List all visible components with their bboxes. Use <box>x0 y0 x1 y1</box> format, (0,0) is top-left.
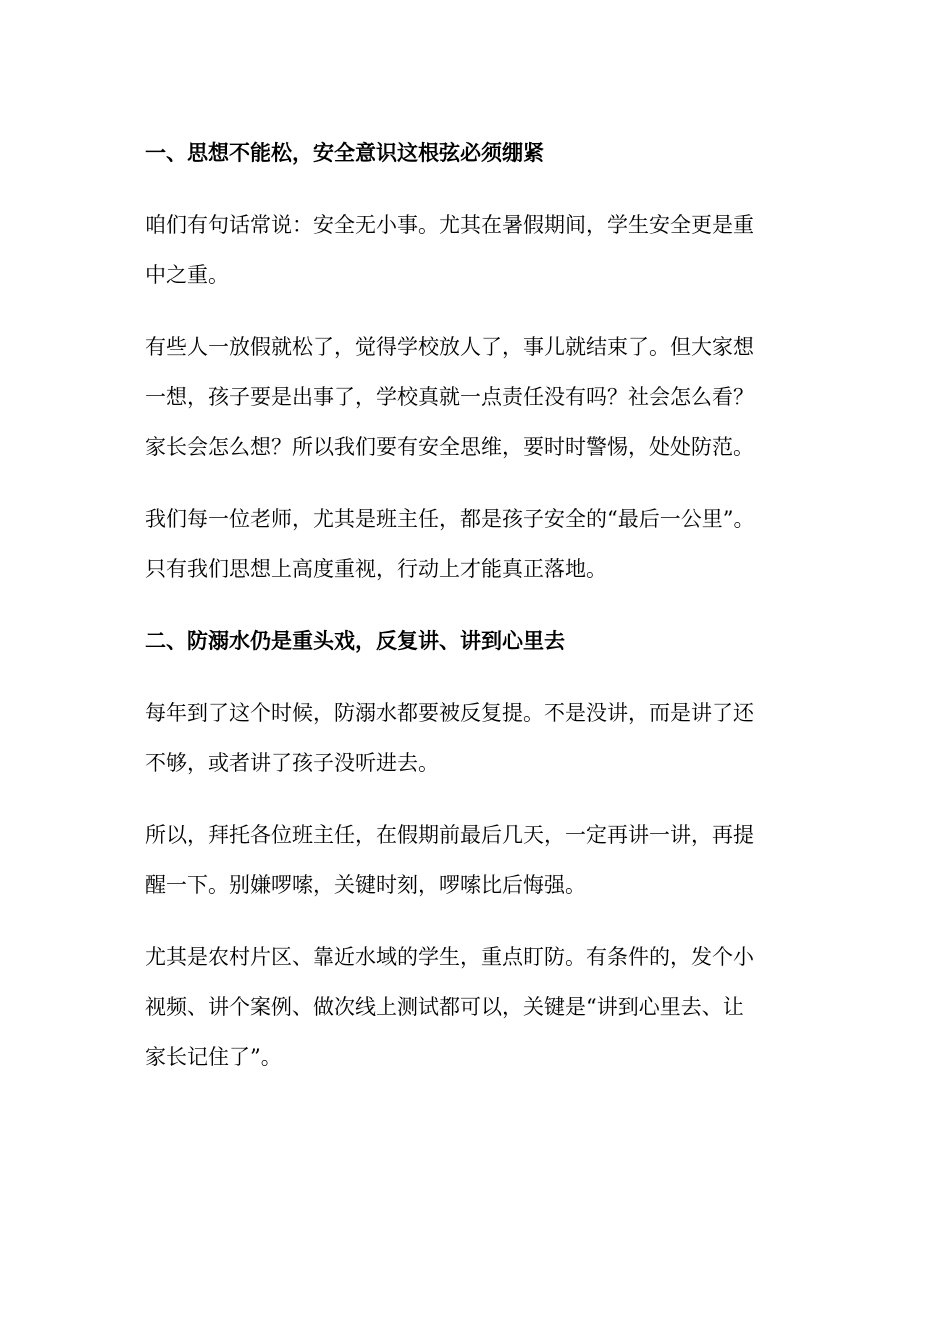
section-heading-1: 一、思想不能松，安全意识这根弦必须绷紧 <box>145 141 544 165</box>
text-line: 我们每一位老师，尤其是班主任，都是孩子安全的“最后一公里”。 <box>145 507 755 531</box>
text-line: 醒一下。别嫌啰嗦，关键时刻，啰嗦比后悔强。 <box>145 873 586 897</box>
text-line: 一想，孩子要是出事了，学校真就一点责任没有吗？社会怎么看？ <box>145 385 754 409</box>
text-line: 所以，拜托各位班主任，在假期前最后几天，一定再讲一讲，再提 <box>145 823 754 847</box>
text-line: 家长会怎么想？所以我们要有安全思维，要时时警惕，处处防范。 <box>145 435 754 459</box>
text-line: 每年到了这个时候，防溺水都要被反复提。不是没讲，而是讲了还 <box>145 701 754 725</box>
paragraph <box>145 932 810 1082</box>
paragraph <box>145 200 810 300</box>
text-line: 咱们有句话常说：安全无小事。尤其在暑假期间，学生安全更是重 <box>145 213 754 237</box>
paragraph <box>145 688 810 788</box>
text-line: 不够，或者讲了孩子没听进去。 <box>145 751 439 775</box>
paragraph <box>145 810 810 910</box>
paragraph <box>145 494 810 594</box>
paragraph <box>145 322 810 472</box>
text-line: 家长记住了”。 <box>145 1045 282 1069</box>
text-line: 尤其是农村片区、靠近水域的学生，重点盯防。有条件的，发个小 <box>145 945 754 969</box>
document-body <box>145 128 810 1082</box>
text-line: 只有我们思想上高度重视，行动上才能真正落地。 <box>145 557 607 581</box>
text-line: 中之重。 <box>145 263 229 287</box>
text-line: 有些人一放假就松了，觉得学校放人了，事儿就结束了。但大家想 <box>145 335 754 359</box>
text-line: 视频、讲个案例、做次线上测试都可以，关键是“讲到心里去、让 <box>145 995 744 1019</box>
section-heading-2: 二、防溺水仍是重头戏，反复讲、讲到心里去 <box>145 629 565 653</box>
